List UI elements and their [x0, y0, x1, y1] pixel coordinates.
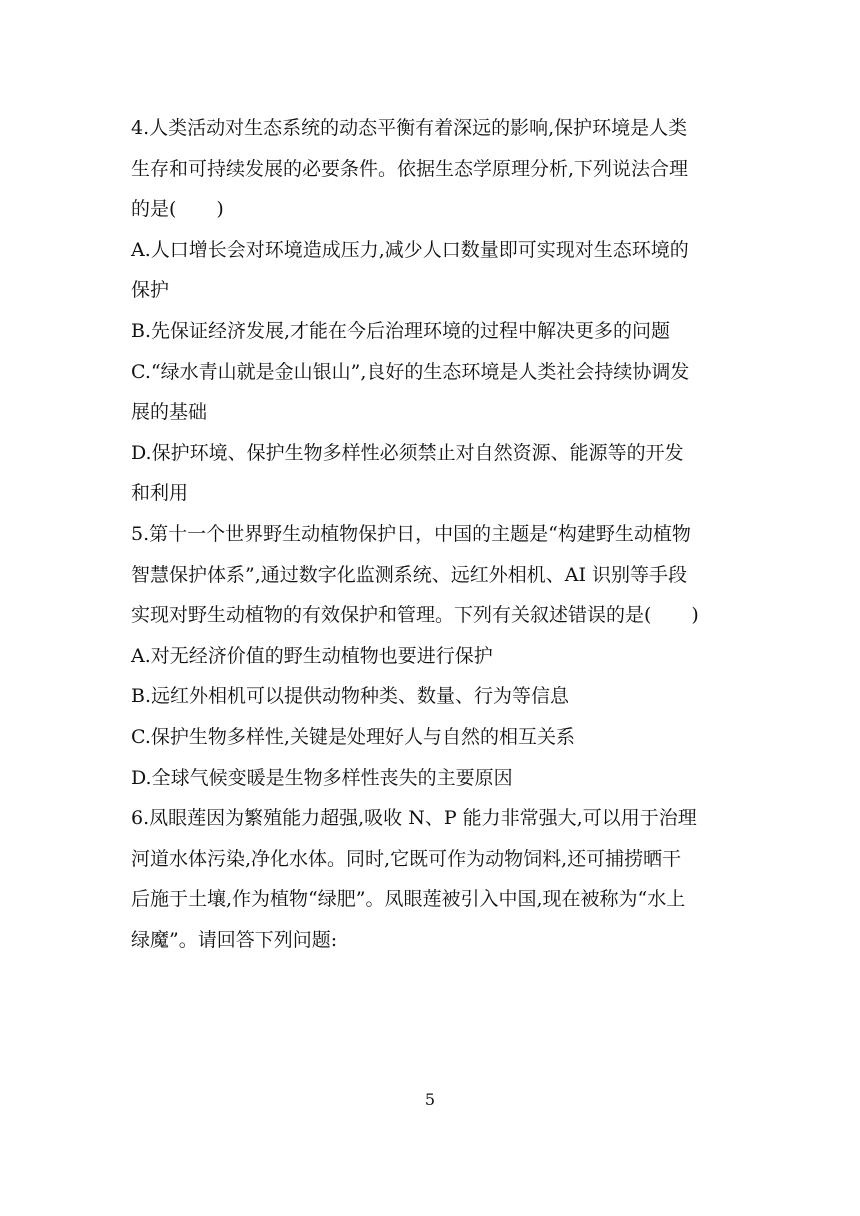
- question-5-stem-line-2: 智慧保护体系”,通过数字化监测系统、远红外相机、AI 识别等手段: [131, 563, 688, 586]
- option-line: A.人口增长会对环境造成压力,减少人口数量即可实现对生态环境的: [131, 238, 689, 261]
- question-6: [131, 798, 731, 960]
- question-5-option-a: [131, 636, 731, 677]
- question-4-option-b: [131, 311, 731, 352]
- question-5-option-c: [131, 717, 731, 758]
- option-line: 保护: [131, 279, 170, 302]
- answer-bracket-close: ): [216, 198, 224, 221]
- question-6-stem-line-2: 河道水体污染,净化水体。同时,它既可作为动物饲料,还可捕捞晒干: [131, 847, 682, 870]
- question-5-stem-line-3: [131, 595, 731, 636]
- option-line: B.远红外相机可以提供动物种类、数量、行为等信息: [131, 685, 570, 708]
- option-line: 和利用: [131, 482, 189, 505]
- question-4-stem-line-3: [131, 189, 731, 230]
- question-6-stem-line-3: 后施于土壤,作为植物“绿肥”。凤眼莲被引入中国,现在被称为“水上: [131, 888, 686, 911]
- question-5-option-b: [131, 676, 731, 717]
- question-4-stem-text: 的是(: [131, 198, 177, 221]
- answer-bracket-close: ): [691, 604, 699, 627]
- question-4: [131, 108, 731, 514]
- question-5: [131, 514, 731, 798]
- question-6-stem-line-4: 绿魔”。请回答下列问题:: [131, 928, 338, 951]
- option-line: A.对无经济价值的野生动植物也要进行保护: [131, 644, 493, 667]
- question-4-option-a: [131, 230, 731, 311]
- page-content: [131, 108, 731, 960]
- question-5-stem-line-1: 5.第十一个世界野生动植物保护日，中国的主题是“构建野生动植物: [131, 522, 691, 545]
- option-line: C.“绿水青山就是金山银山”,良好的生态环境是人类社会持续协调发: [131, 360, 690, 383]
- option-line: B.先保证经济发展,才能在今后治理环境的过程中解决更多的问题: [131, 319, 671, 342]
- question-5-option-d: [131, 758, 731, 799]
- question-6-stem-line-1: 6.凤眼莲因为繁殖能力超强,吸收 N、P 能力非常强大,可以用于治理: [131, 807, 697, 830]
- option-line: 展的基础: [131, 401, 208, 424]
- question-5-stem-text: 实现对野生动植物的有效保护和管理。下列有关叙述错误的是(: [131, 604, 652, 627]
- question-4-option-c: [131, 352, 731, 433]
- option-line: D.保护环境、保护生物多样性必须禁止对自然资源、能源等的开发: [131, 441, 684, 464]
- option-line: D.全球气候变暖是生物多样性丧失的主要原因: [131, 766, 513, 789]
- page-number: 5: [424, 1090, 436, 1109]
- question-4-stem-line-2: 生存和可持续发展的必要条件。依据生态学原理分析,下列说法合理: [131, 157, 689, 180]
- option-line: C.保护生物多样性,关键是处理好人与自然的相互关系: [131, 725, 575, 748]
- question-4-option-d: [131, 433, 731, 514]
- question-4-stem-line-1: 4.人类活动对生态系统的动态平衡有着深远的影响,保护环境是人类: [131, 117, 688, 139]
